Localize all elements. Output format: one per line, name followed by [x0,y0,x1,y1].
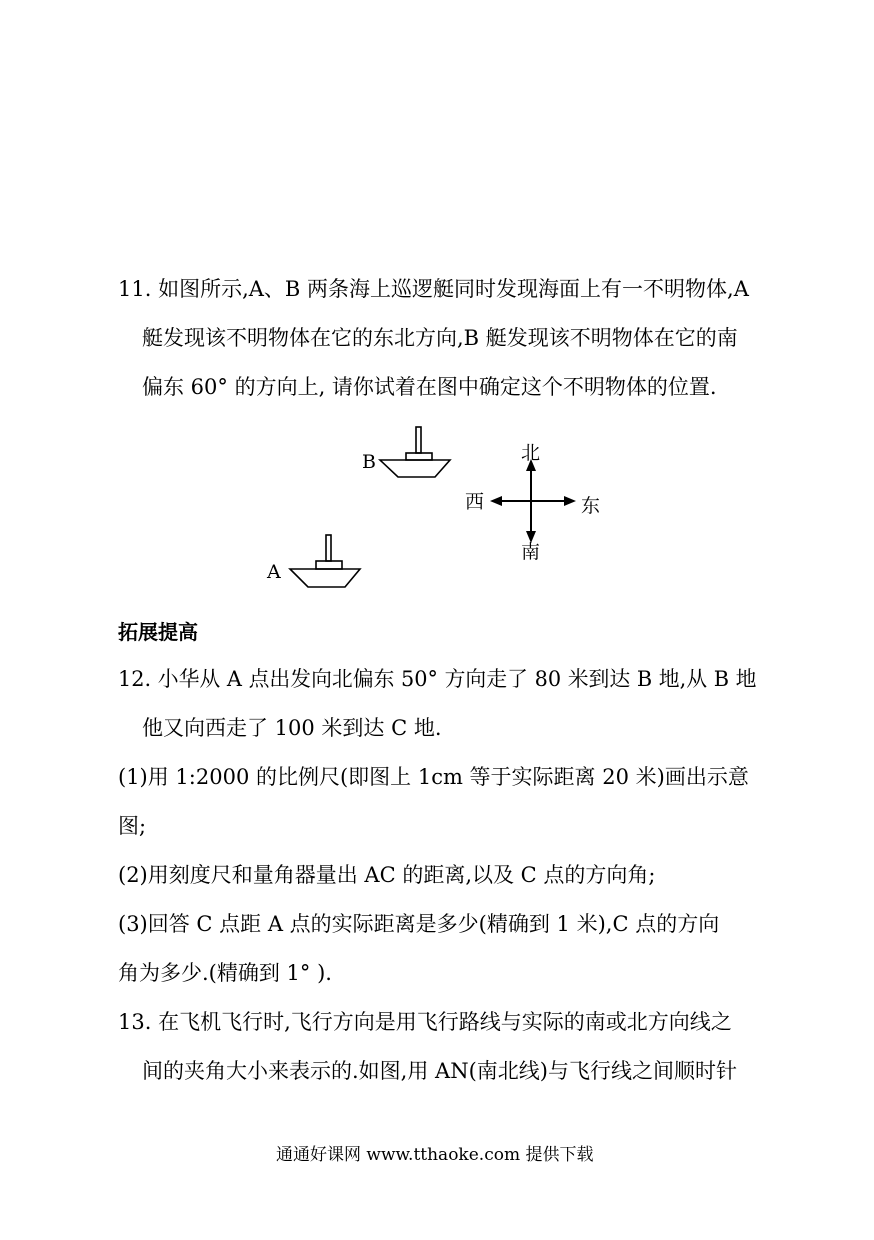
problem-11-line-3: 偏东 60° 的方向上, 请你试着在图中确定这个不明物体的位置. [142,375,717,399]
problem-11-line-2: 艇发现该不明物体在它的东北方向,B 艇发现该不明物体在它的南 [142,326,738,350]
boat-b-icon [380,427,450,477]
boats-compass-figure [267,425,610,615]
compass-west-label: 西 [465,491,485,513]
compass-south-label: 南 [521,541,541,563]
problem-12-part-3-line-2: 角为多少.(精确到 1° ). [118,961,332,985]
compass-north-label: 北 [521,442,541,464]
problem-11-line-1: 11. 如图所示,A、B 两条海上巡逻艇同时发现海面上有一不明物体,A [118,277,749,301]
problem-12-part-3-line-1: (3)回答 C 点距 A 点的实际距离是多少(精确到 1 米),C 点的方向 [118,912,720,936]
problem-12-line-2: 他又向西走了 100 米到达 C 地. [142,716,442,740]
compass-icon [490,459,576,543]
boat-a-icon [290,535,360,587]
problem-13-line-2: 间的夹角大小来表示的.如图,用 AN(南北线)与飞行线之间顺时针 [142,1059,737,1083]
problem-13-line-1: 13. 在飞机飞行时,飞行方向是用飞行路线与实际的南或北方向线之 [118,1010,732,1034]
problem-12-part-2: (2)用刻度尺和量角器量出 AC 的距离,以及 C 点的方向角; [118,863,656,887]
page-footer: 通通好课网 www.tthaoke.com 提供下载 [276,1145,594,1165]
boat-a-label: A [267,561,281,583]
compass-east-label: 东 [581,495,601,517]
boat-b-label: B [362,451,376,473]
problem-12-part-1-line-2: 图; [118,814,147,838]
problem-12-line-1: 12. 小华从 A 点出发向北偏东 50° 方向走了 80 米到达 B 地,从 B 地 [118,667,757,691]
section-heading: 拓展提高 [118,620,198,644]
problem-12-part-1-line-1: (1)用 1:2000 的比例尺(即图上 1cm 等于实际距离 20 米)画出示意 [118,765,749,789]
